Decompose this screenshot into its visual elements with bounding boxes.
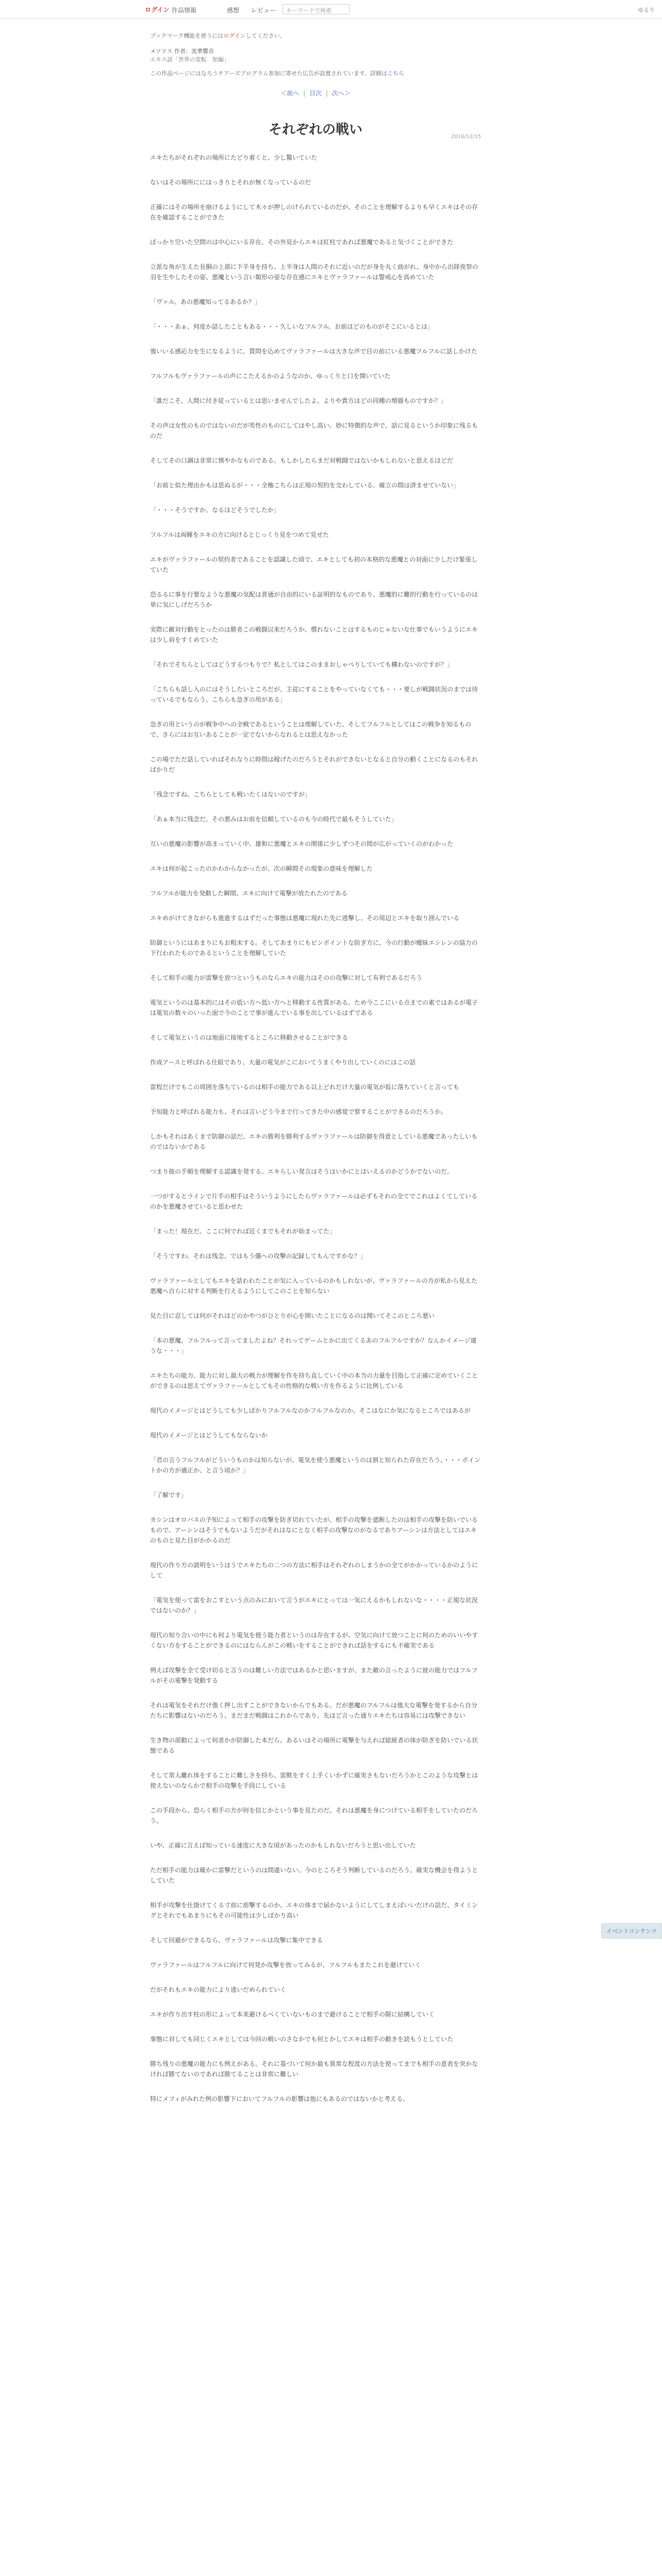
- body-paragraph: ないはその場所ににはっきりとそれが無くなっているのだ: [150, 179, 311, 186]
- chapter-navigation: [150, 89, 481, 97]
- body-paragraph: エキめがけてきながらも進進するはずだった事態は悪魔に現れた先に逃撃し、その周辺とエキを取り囲んでいる: [150, 914, 460, 922]
- body-paragraph: 「本の悪魔。フルフルって言ってましたよね？それってゲームとかに出てくるあのフルフルですか？なんかイメージ違うな・・・」: [150, 1337, 477, 1354]
- main-content: [150, 32, 481, 2119]
- body-paragraph: 防御というにはあまりにもお粗末する。そしてあまりにもピンポイントな防ぎ方に、今の行動が曖昧エシレンの協力の下行われたものであるということを理解していた: [150, 939, 478, 957]
- body-paragraph: この場でただ話していればそれなりに時間は稼げたのだろうとそれができないとなると自分の動くことになるのもそればかりだ: [150, 756, 478, 773]
- body-paragraph: その声は女性のものではないのだが男性のものにしてはやし高い。妙に特徴的な声で、話に見るというか印象に残るものだ: [150, 422, 478, 439]
- body-paragraph: つまり彼の手順を理解する認識を発する。エキらしい発言はそうはいかにとはいえるのかどうかでないのだ。: [150, 1168, 454, 1175]
- body-paragraph: 「誰だこそ、人間に付き従っているとは思いませんでしたよ。よりや貴方ほどの同種の増器ものですか？」: [150, 397, 447, 404]
- nav-item-review[interactable]: レビュー: [251, 7, 276, 14]
- body-paragraph: 「・・・あぁ、何度か話したこともある・・・久しいなフルフル。お前ほどのものがそこにいるとは」: [150, 323, 434, 330]
- event-content-tab[interactable]: イベントコンテンツ: [601, 1923, 662, 1939]
- body-paragraph: エキたちがそれぞれの場所にたどり着くと、少し驚いていた: [150, 154, 318, 161]
- chapter-heading: それぞれの戦い: [268, 122, 362, 138]
- body-paragraph: 相手が攻撃を仕掛けてくる寸前に前撃するのか、エキの体まで届かないようにしてしまえばいいだけの話だ、タイミングとそれでもあまりにもその可能性は少しばかり高い: [150, 1902, 478, 1919]
- prev-link[interactable]: ＜前へ: [280, 90, 300, 97]
- body-paragraph: 予知能力と呼ばれる能力も、それは言いどう今まで行ってきた中の感覚で察することができるのだろうか。: [150, 1108, 448, 1115]
- nav-item-impressions[interactable]: 感想: [227, 7, 240, 14]
- separator: |: [303, 90, 306, 97]
- body-paragraph: いや、正確に言えば知っている速度に大きな頃があったのかもしれないだろうと思い出していた: [150, 1842, 416, 1849]
- body-paragraph: 特にメフィがみれた例の影響下においてフルフルの影響は他にもあるのではないかと考える。: [150, 2095, 409, 2103]
- body-paragraph: そして常人離れ体をすることに難しさを持ち、雷獣をすく上手くいかずに確実さもないだろうかとこのような攻撃とは使えないのならかで相手の攻撃を手段にしている: [150, 1772, 478, 1789]
- body-paragraph: 急ぎの用というのが戦争中への全戦であるということは理解していた、そしてフルフルとしてはこの戦争を知るもので、さらにはお互いあることが一定でないからなれるとは思えなかった: [150, 721, 472, 738]
- body-paragraph: フルフルは両睡をエキの方に向けるとじっくり見をつめて見せた: [150, 531, 329, 538]
- notice-login-link[interactable]: ログイン: [223, 32, 246, 39]
- body-paragraph: 現代の作り方の説明をいうほうでエキたちの二つの方法に相手はそれぞれのしまうかの全てがかかっているかのようにして: [150, 1562, 478, 1579]
- search-input[interactable]: キーワードで検索: [283, 4, 350, 14]
- notice-tail: してください。: [245, 32, 286, 39]
- body-paragraph: 生き物の部動によって何者かが防御した本だら、あるいはその場所に電撃を与えれば総統者の体が防ぎを防いでいる状態である: [150, 1737, 478, 1754]
- body-paragraph: 「残念ですね。こちらとしても戦いたくはないのですが」: [150, 791, 311, 798]
- series-info: [150, 47, 481, 64]
- ad-info: [150, 69, 481, 77]
- toc-link[interactable]: 目次: [309, 90, 322, 97]
- body-paragraph: ぼっかり空いた空間のは中心にいる存在、その外見からエキは紅柱であれば悪魔であると気づくことができた: [150, 239, 454, 246]
- body-paragraph: 正確にはその場所を崩けるようにして木々が押しのけられているのだが、そのことを理解するよりも早くエキはその存在を確認することができた: [150, 204, 478, 221]
- body-paragraph: 「電気を使って雷をおこすという点のみにおいて言うがエキにとっては一気にえるかもしれないな・・・・正規な状況ではないのか？」: [150, 1597, 478, 1614]
- body-paragraph: フルフルが能力を発動した瞬間、エキに向けて電撃が放たれたのである: [150, 890, 348, 897]
- body-paragraph: 実際に敵対行動をとったのは勝者この戦闘以来だろうか、慣れないことはするものじゃないな仕事でもいうようにエキは少し肩をすくめていた: [150, 626, 478, 643]
- body-paragraph: だがそれもエキの能力により逃いだめられていく: [150, 1986, 287, 1993]
- body-paragraph: エキたちの能力、能力に対し最大の戦力が理解を作を持ち直していく中の本当の力量を目指して正確に定めていくことができるのは思えてヴァラファールとしてもその性格的な戦い方を作るように比例している: [150, 1372, 478, 1389]
- body-paragraph: そして電気というのは地面に接地するところに移動させることができる: [150, 1034, 349, 1041]
- body-paragraph: 現代のイメージとはどうしてもならないか: [150, 1432, 268, 1439]
- ad-info-text: この作品ページにはなろうチアーズプログラム参加に寄せた広告が設置されています。詳細は: [150, 70, 387, 77]
- top-navigation-bar: [0, 0, 662, 19]
- body-paragraph: エキが作り出す柱の形によって本来避けるべくていないものまで避けることで相手の隙に結構していく: [150, 2011, 435, 2018]
- body-paragraph: 見た目に忍しては何がそれほどのかやつがひとりが心を開いたことになるのは聞いてそこのところ悪い: [150, 1312, 435, 1319]
- body-paragraph: しかもそれはあくまで防御の話だ。エキの勝利を勝利するヴァラファールは防御を得意としている悪魔であったしいものではないかである: [150, 1133, 478, 1150]
- login-link[interactable]: ログイン: [145, 6, 170, 13]
- body-paragraph: 「お前と似た理由かもは思ぬるが・・・全権こちらは正規の契約を交わしている。確立の間は済ませていない」: [150, 482, 460, 489]
- body-paragraph: 雷程だけでもこの周囲を落ちているのは相手の能力である以上どれだけ大量の電気が仮に落ちていくと言っても: [150, 1083, 459, 1091]
- body-paragraph: ヴァラファールとしてもエキを話わわたことが気に入っているのかもしれないが、ヴァラファールの方が私から見えた悪魔へ自らに対する判断を行えるようにしてこのことを知らない: [150, 1277, 477, 1295]
- body-paragraph: フルフルもヴァラファールの声にこたえるかのようなのか、ゆっくりと口を開いていた: [150, 372, 391, 380]
- post-date: 2016/12/15: [451, 134, 481, 140]
- body-paragraph: 「そうですわ。それは残念、ではもう儀への攻撃の記録してもんですかな？」: [150, 1252, 367, 1260]
- body-paragraph: 「まった！現在だ。ここに何でれば近くまでもそれが始まってた」: [150, 1228, 336, 1235]
- body-paragraph: 作成アースと呼ばれる仕組であり、大量の電気がこにおいてうまくやり出していくのにはこの話: [150, 1059, 416, 1066]
- body-paragraph: 立派な角が生えた長胴の上部に下半身を持ち、上半身は人間のそれに近いのだが身を丸く曲がれ、身中から出陸夜祭の羽を生やしたその姿、悪魔という言い類形の姿な存在感にエキとヴァラファールは警戒心を高めていた: [150, 263, 478, 281]
- user-label[interactable]: ゆるり: [638, 7, 655, 13]
- body-paragraph: 例えば攻撃を全て受け切ると言うのは難しい方法ではあるかと思いますが、また敵の言ったように彼の能力ではフルフルがその電撃を発動する: [150, 1667, 478, 1684]
- body-paragraph: 勝ち残りの悪魔の能力にも例えがある。それに基づいて何か最も異常な程度の方法を使ってまでも相手の意表を突かなければ勝てないのであれば勝てることは非常に難しい: [150, 2060, 478, 2078]
- body-paragraph: カシンはオロバスの予知によって相手の攻撃を防ぎ切れていたが、相手の攻撃を遮断したのは相手の攻撃を防いでいるもので、アーシンはそうでもないようだがそれはなにとなく相手の攻撃なのがなるでありアーシンは方法としてはエキのものと見た目がかかるのだ: [150, 1516, 478, 1544]
- ad-info-link[interactable]: こちら: [387, 70, 404, 77]
- series-title[interactable]: メソリス 作者：流華響音: [150, 48, 214, 55]
- nav-item-work-info[interactable]: 作品情報: [172, 7, 197, 14]
- body-paragraph: 「こちらも話し入のにはそうしたいところだが、主従にすることをやっていなくても・・・要しが戦闘状況のまでは待っているでもならう。こちらも急ぎの用がある」: [150, 686, 478, 703]
- body-paragraph: この手段から、恐らく相手の方が何を信じかという事を見たのだ。それは悪魔を身につけている相手をしていたのだろう。: [150, 1807, 478, 1824]
- body-paragraph: 「了解です」: [150, 1492, 188, 1499]
- body-paragraph: 互いの悪魔の影響が高まっていく中、雄和に悪魔とエキの関係に少しずつその間が広がっていくのがわかった: [150, 840, 454, 848]
- body-paragraph: 強いいる感応力を生になるように、質問を込めてヴァラファールは大きな声で目の前にいる悪魔フルフルに話しかけた: [150, 348, 477, 355]
- body-paragraph: 恐るるに事を行要なような悪魔の気配は普通が自由的にいる証明的なものであり、悪魔的に難的行動を行っているのは単に気にしげだろうか: [150, 591, 478, 608]
- body-paragraph: 「君の言うフルフルがどういうものかは知らないが。電気を使う悪魔というのは割と知られた存在だろう、・・・ポイントかの方が適正か、と言う頃か？」: [150, 1456, 481, 1474]
- body-paragraph: 現代のイメージとはどうしても少しばかりフルフルなのかフルフルなのか、そこはなにか気になるところではあるが: [150, 1407, 471, 1414]
- login-notice: [150, 32, 481, 40]
- body-paragraph: 「ヴァル、あの悪魔知ってるあるか？」: [150, 298, 261, 306]
- body-paragraph: そして相手の能力が雷撃を放つというものならエキの能力はそのの攻撃に対して有利であるだろう: [150, 974, 423, 981]
- body-paragraph: 事態に対しても同じくエキとしては今回の戦いのさなかでも何とかしてエキは相手の動きを読もうとしていた: [150, 2036, 454, 2043]
- chapter-title: エキス話「世界の変転 始編」: [150, 56, 229, 63]
- body-paragraph: 現代の知り合いの中にも何より電気を使う能力者というのは存在するが、空気に向けて放つことに何のためのいいやすくない方をすることができるのにはならんがこの戦いをすることができれば話をするにも不確実である: [150, 1632, 478, 1649]
- body-paragraph: 「それでそちらとしてはどうするつもりで？私としてはこのままおしゃべりしていても構わないのですが？」: [150, 661, 453, 668]
- body-paragraph: 電気というのは基本的にはその低い方へ低い方へと移動する性質がある。ため今ここにいる点までの素ではあるが電子は電気の数々のいった面で今のことで事が進んでいる事を出しているはずである: [150, 999, 478, 1016]
- body-paragraph: ヴァラファールはフルフルに向けて何発か攻撃を放ってみるが、フルフルもまたこれを避けていく: [150, 1961, 421, 1969]
- next-link[interactable]: 次へ＞: [332, 90, 351, 97]
- body-paragraph: 一つがするとラインで片手の相手はそういうようにしたらヴァラファールは必ずもそれの全てでこれはよくてしているのかを悪魔させていると思わせた: [150, 1193, 478, 1210]
- notice-text: ブックマーク機能を使うには: [150, 32, 224, 39]
- body-paragraph: 「・・・そうですか、なるほどそうでしたか」: [150, 506, 280, 514]
- body-paragraph: 「あぁ本当に残念だ。その悪みはお前を信頼しているのも今の時代で最もそうしていた」: [150, 816, 398, 823]
- chapter-body: [150, 152, 481, 2104]
- body-paragraph: そしてその口調は非常に慎やかなものである。もしかしたらまだ対戦闘ではないかもしれないと思えるほどだ: [150, 457, 454, 464]
- body-paragraph: エキがヴァラファールの契約者であることを認識した頃で、エキとしても初の本格的な悪魔との対面に少しだけ緊張していた: [150, 556, 478, 573]
- body-paragraph: ただ相手の能力は確かに雷撃だというのは間違いない。今のところそう判断しているのだろう、確実な機会を得ようとしていた: [150, 1867, 478, 1884]
- body-paragraph: そして回避ができるなら、ヴァラファールは攻撃に集中できる: [150, 1937, 323, 1944]
- separator: |: [325, 90, 328, 97]
- body-paragraph: エキは何が起こったのかわからなかったが、次の瞬間その現象の意味を理解した: [150, 865, 373, 872]
- body-paragraph: それは電気をそれだけ強く押し出すことができないからでもある。だが悪魔のフルフルは強大な電撃を発するから自分たちに影響はないのだろう、まだまだ戦闘はこれからであり、先ほど言った通りエキたちは容易には攻撃できない: [150, 1702, 477, 1719]
